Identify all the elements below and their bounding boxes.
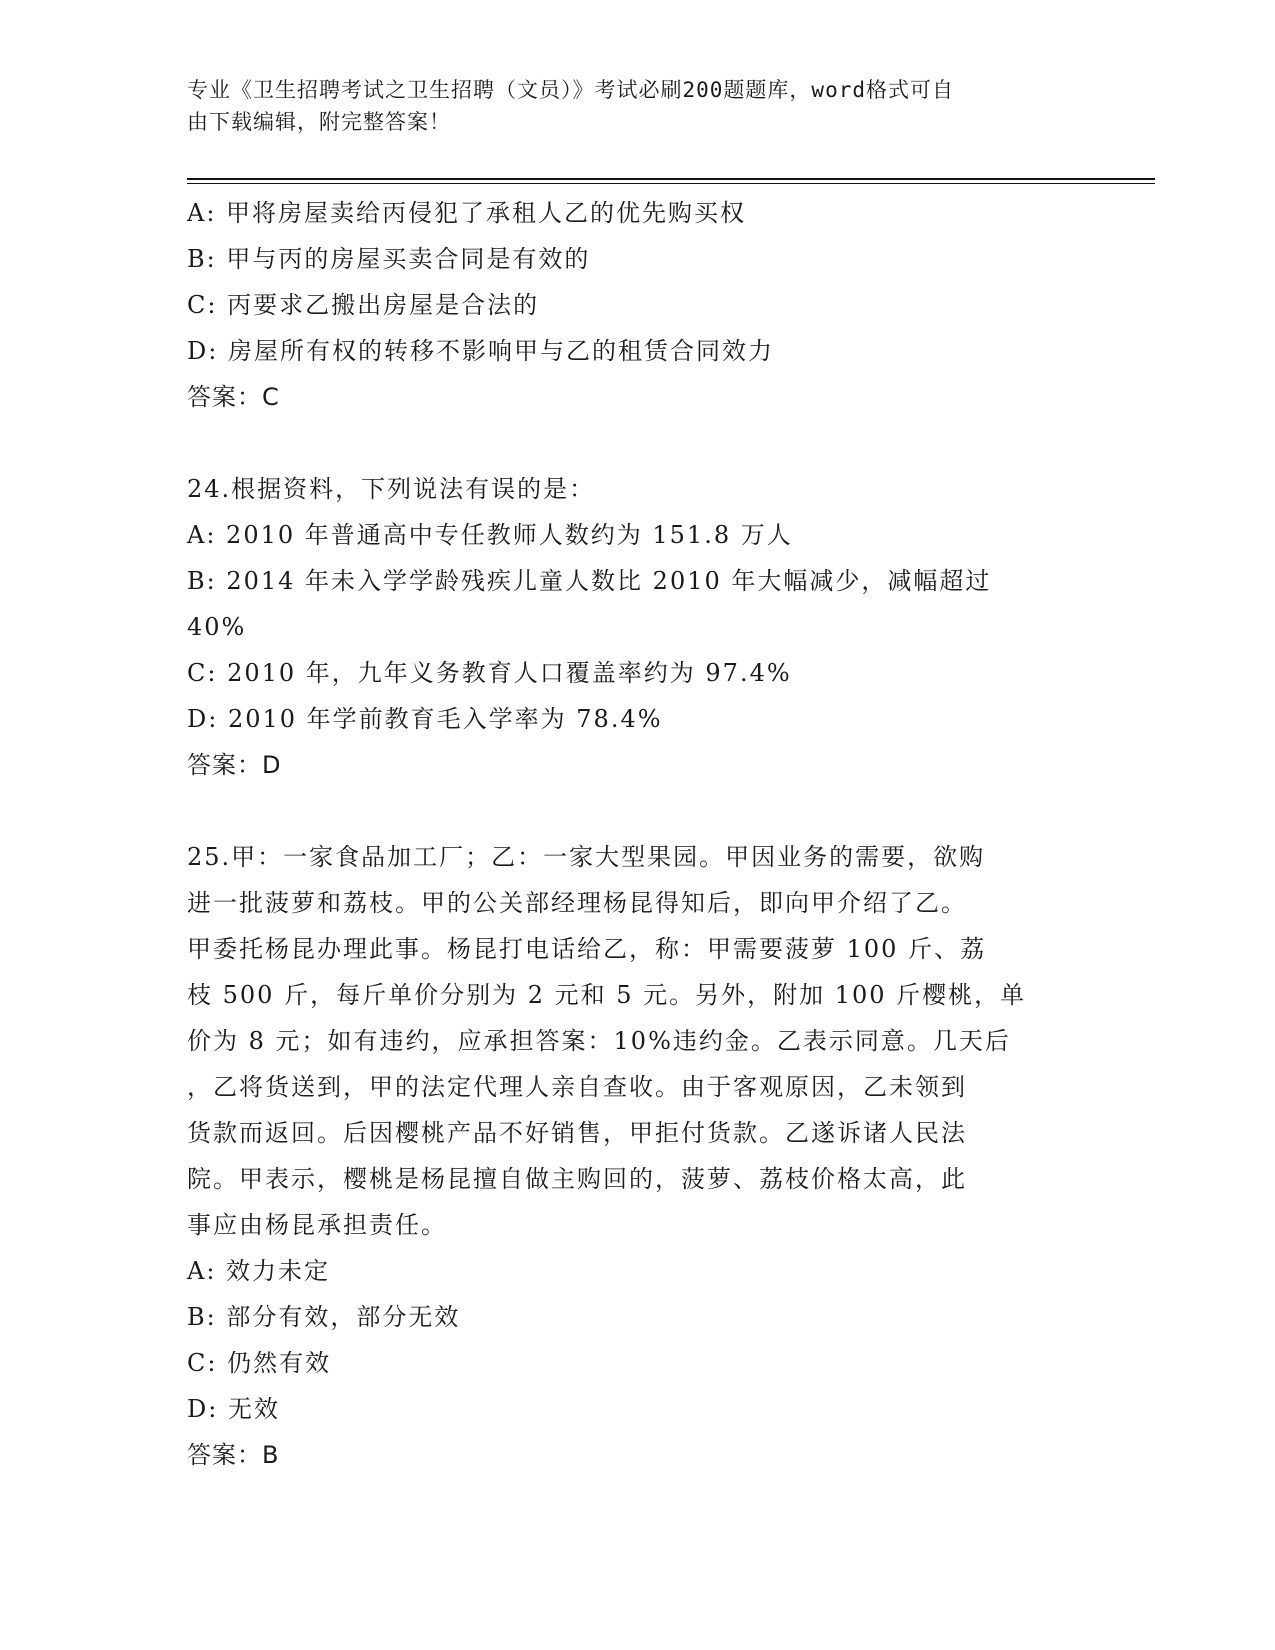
question-text-line: 事应由杨昆承担责任。 — [187, 1211, 447, 1239]
document-header — [187, 74, 1067, 138]
answer: 答案：C — [187, 383, 280, 411]
option-a: A: 效力未定 — [187, 1257, 331, 1285]
option-d: D: 房屋所有权的转移不影响甲与乙的租赁合同效力 — [187, 337, 774, 365]
header-line-2: 由下载编辑，附完整答案！ — [187, 110, 451, 134]
option-b-continued: 40% — [187, 613, 247, 641]
question-text-line: 进一批菠萝和荔枝。甲的公关部经理杨昆得知后，即向甲介绍了乙。 — [187, 889, 967, 917]
option-b: B: 甲与丙的房屋买卖合同是有效的 — [187, 245, 591, 273]
question-text-line: 枝 500 斤，每斤单价分别为 2 元和 5 元。另外，附加 100 斤樱桃，单 — [187, 981, 1027, 1009]
option-c: C: 仍然有效 — [187, 1349, 332, 1377]
option-b: B: 2014 年未入学学龄残疾儿童人数比 2010 年大幅减少，减幅超过 — [187, 567, 992, 595]
header-line-1: 专业《卫生招聘考试之卫生招聘（文员）》考试必刷200题题库，word格式可自 — [187, 78, 954, 102]
header-rule-thin — [187, 183, 1155, 184]
question-text-line: ，乙将货送到，甲的法定代理人亲自查收。由于客观原因，乙未领到 — [187, 1073, 967, 1101]
question-25 — [187, 834, 1087, 1478]
option-c: C: 丙要求乙搬出房屋是合法的 — [187, 291, 540, 319]
option-a: A: 2010 年普通高中专任教师人数约为 151.8 万人 — [187, 521, 793, 549]
option-b: B: 部分有效，部分无效 — [187, 1303, 461, 1331]
question-24 — [187, 466, 1087, 788]
question-text-line: 院。甲表示，樱桃是杨昆擅自做主购回的，菠萝、荔枝价格太高，此 — [187, 1165, 967, 1193]
document-content — [187, 190, 1087, 1478]
option-d: D: 无效 — [187, 1395, 280, 1423]
question-text-line: 价为 8 元；如有违约，应承担答案：10%违约金。乙表示同意。几天后 — [187, 1027, 1011, 1055]
question-text-line: 货款而返回。后因樱桃产品不好销售，甲拒付货款。乙遂诉诸人民法 — [187, 1119, 967, 1147]
answer: 答案：D — [187, 751, 282, 779]
option-a: A: 甲将房屋卖给丙侵犯了承租人乙的优先购买权 — [187, 199, 747, 227]
header-rule-thick — [187, 178, 1155, 180]
answer: 答案：B — [187, 1441, 280, 1469]
spacer — [187, 420, 1087, 466]
question-text-line: 25.甲：一家食品加工厂；乙：一家大型果园。甲因业务的需要，欲购 — [187, 843, 986, 871]
spacer — [187, 788, 1087, 834]
option-d: D: 2010 年学前教育毛入学率为 78.4% — [187, 705, 663, 733]
question-23 — [187, 190, 1087, 420]
option-c: C: 2010 年，九年义务教育人口覆盖率约为 97.4% — [187, 659, 792, 687]
question-text: 24.根据资料，下列说法有误的是： — [187, 475, 596, 503]
question-text-line: 甲委托杨昆办理此事。杨昆打电话给乙，称：甲需要菠萝 100 斤、荔 — [187, 935, 987, 963]
